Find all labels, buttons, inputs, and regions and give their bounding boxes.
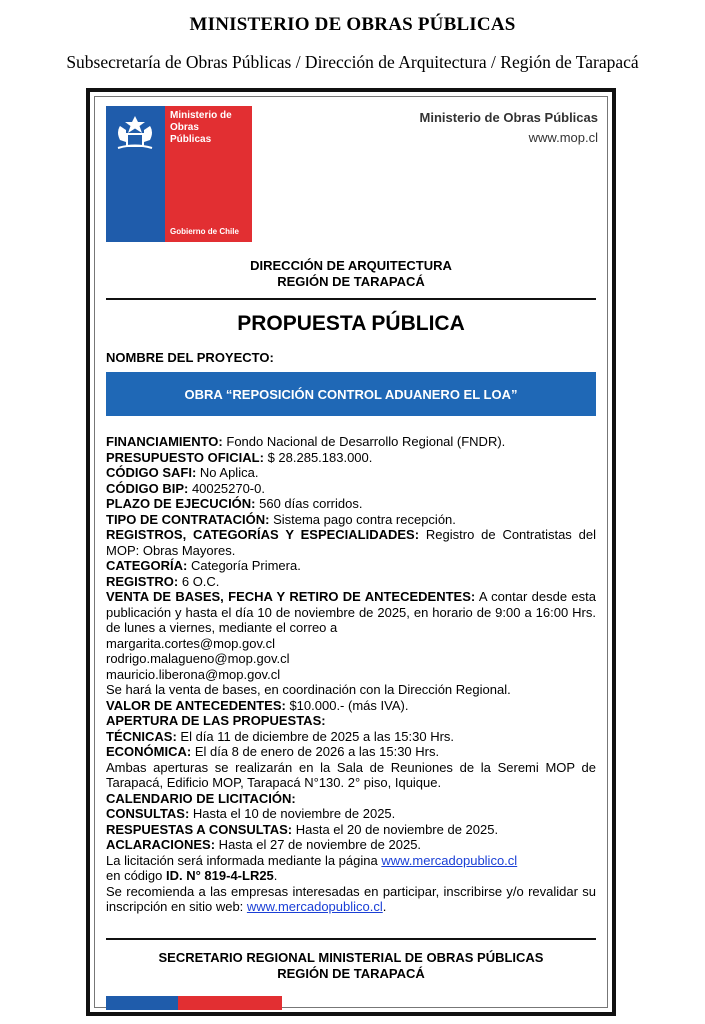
divider <box>106 298 596 300</box>
project-name-label: NOMBRE DEL PROYECTO: <box>106 350 274 365</box>
propuesta-title: PROPUESTA PÚBLICA <box>237 312 465 335</box>
coat-of-arms-icon <box>112 112 158 152</box>
mop-name: Ministerio de Obras Públicas <box>419 110 598 125</box>
mercadopublico-link[interactable]: www.mercadopublico.cl <box>381 852 518 868</box>
mercadopublico-link[interactable]: www.mercadopublico.cl <box>246 899 383 914</box>
email-link[interactable]: mauricio.liberona@mop.gov.cl <box>106 666 281 682</box>
notice-frame <box>86 88 616 1016</box>
flag-stripe <box>106 996 282 1010</box>
logo-ministry-text: Ministerio de Obras Públicas <box>170 110 232 145</box>
mop-url[interactable]: www.mop.cl <box>528 130 598 145</box>
email-link[interactable]: margarita.cortes@mop.gov.cl <box>106 635 276 651</box>
mop-logo <box>106 106 252 242</box>
ministry-subtitle: Subsecretaría de Obras Públicas / Dirección de Arquitectura / Región de Tarapacá <box>66 52 639 72</box>
notice-body: FINANCIAMIENTO: Fondo Nacional de Desarrollo Regional (FNDR). PRESUPUESTO OFICIAL: $ 28.285.183.000. CÓDIGO SAFI: No Aplica. CÓDIGO BIP: 40025270-0. PLAZO DE EJECUCIÓN: 560 días corridos. TIPO DE CONTRATACIÓN: Sistema pago contra recepción. REGISTROS, CATEGORÍAS Y ESPECIALIDADES: Registro de Contratistas del MOP: Obras Mayores. CATEGORÍA: Categoría Primera. REGISTRO: 6 O.C. VENTA DE BASES, FECHA Y RETIRO DE ANTECEDENTES: A contar desde esta publicación y hasta el día 10 de noviembre de 2025, en horario de 9:00 a 16:00 Hrs. de lunes a viernes, mediante el correo a margarita.cortes@mop.gov.cl rodrigo.malagueno@mop.gov.cl mauricio.liberona@mop.gov.cl Se hará la venta de bases, en coordinación con la Dirección Regional. VALOR DE ANTECEDENTES: $10.000.- (más IVA). APERTURA DE LAS PROPUESTAS: TÉCNICAS: El día 11 de diciembre de 2025 a las 15:30 Hrs. ECONÓMICA: El día 8 de enero de 2026 a las 15:30 Hrs. Ambas aperturas se realizarán en la Sala de Reuniones de la Seremi MOP de Tarapacá, Edificio MOP, Tarapacá N°130. 2° piso, Iquique. CALENDARIO DE LICITACIÓN: CONSULTAS: Hasta el 10 de noviembre de 2025. RESPUESTAS A CONSULTAS: Hasta el 20 de noviembre de 2025. ACLARACIONES: Hasta el 27 de noviembre de 2025. La licitación será informada mediante la página www.mercadopublico.cl en código ID. N° 819-4-LR25. Se recomienda a las empresas interesadas en participar, inscribirse y/o revalidar su inscripción en sitio web: www.mercadopublico.cl. <box>106 434 597 914</box>
logo-red-panel <box>165 106 252 242</box>
direccion-heading: DIRECCIÓN DE ARQUITECTURA REGIÓN DE TARAPACÁ <box>250 258 452 289</box>
email-link[interactable]: rodrigo.malagueno@mop.gov.cl <box>106 651 290 666</box>
ministry-title: MINISTERIO DE OBRAS PÚBLICAS <box>189 14 516 35</box>
project-name-banner: OBRA “REPOSICIÓN CONTROL ADUANERO EL LOA” <box>106 372 596 416</box>
logo-gobierno-text: Gobierno de Chile <box>170 227 239 236</box>
divider <box>106 938 596 940</box>
footer-signature: SECRETARIO REGIONAL MINISTERIAL DE OBRAS PÚBLICAS REGIÓN DE TARAPACÁ <box>158 950 544 981</box>
logo-blue-panel <box>106 106 165 242</box>
